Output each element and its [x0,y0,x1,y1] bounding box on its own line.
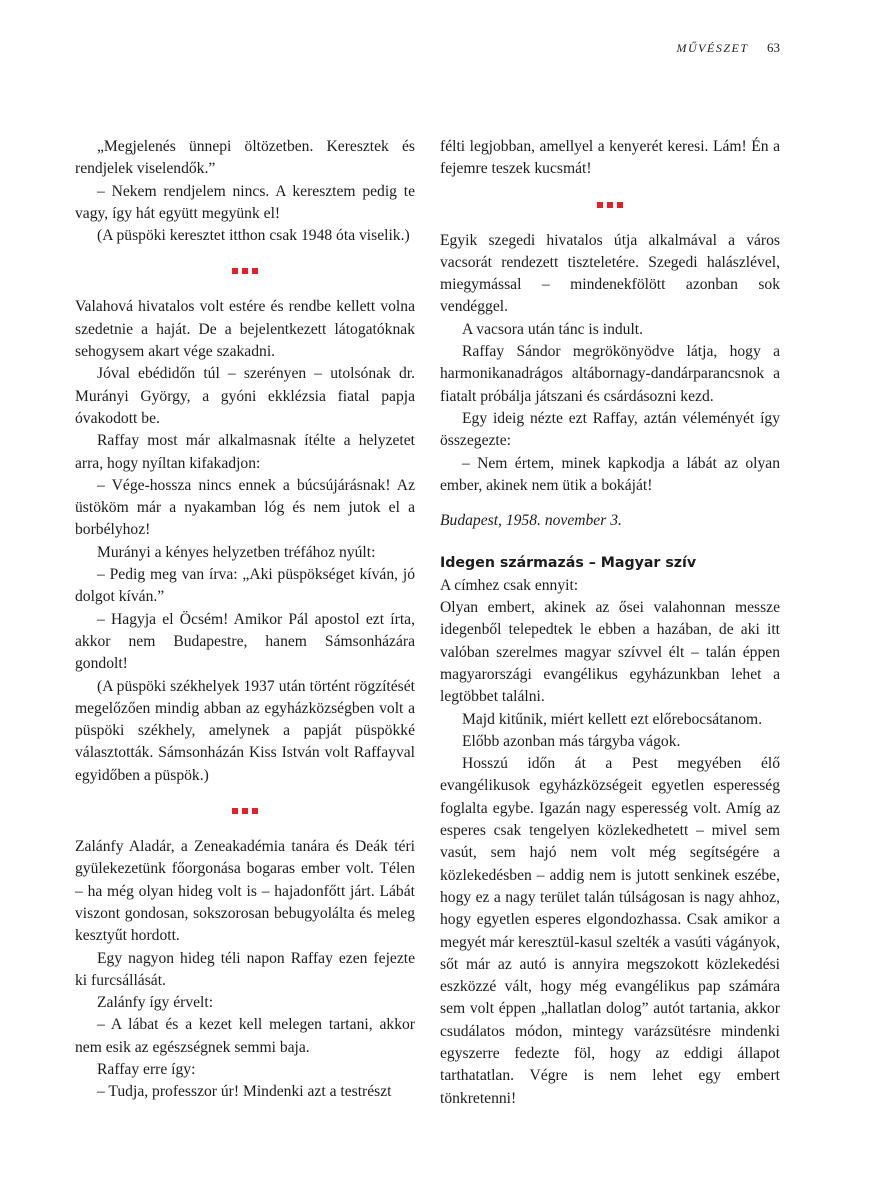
paragraph: Zalánfy így érvelt: [97,994,214,1012]
red-square-icon [607,202,613,208]
paragraph: – Hagyja el Öcsém! Amikor Pál apostol ezt írta, akkor nem Budapestre, hanem Sámsonházára gondolt! [75,610,415,673]
paragraph: – Tudja, professzor úr! Mindenki azt a testrészt [97,1083,392,1101]
page-number: 63 [767,40,780,55]
right-column [440,136,780,1110]
paragraph: Zalánfy Aladár, a Zeneakadémia tanára és Deák téri gyülekezetünk főorgonása bogaras ember volt. Télen – ha még olyan hideg volt is – hajadonfőtt járt. Lábát viszont gondosan, sokszorosan bebugyolálta és meleg kesztyűt hordott. [75,838,415,945]
paragraph: Előbb azonban más tárgyba vágok. [462,732,681,750]
red-square-icon [252,268,258,274]
red-square-icon [242,268,248,274]
paragraph: Murányi a kényes helyzetben tréfához nyúlt: [97,543,376,561]
paragraph: Raffay erre így: [97,1060,196,1078]
paragraph: „Megjelenés ünnepi öltözetben. Keresztek és rendjelek viselendők.” [75,138,415,178]
paragraph: Olyan embert, akinek az ősei valahonnan messze idegenből telepedtek le ebben a hazában, de aki itt valóban szerelmes magyar szívvel élt – talán éppen magyarországi evangélikus egyházunkban lehet a legtöbbet találni. [440,599,780,706]
paragraph: – Nem értem, minek kapkodja a lábát az olyan ember, akinek nem ütik a bokáját! [440,454,780,494]
paragraph: Raffay Sándor megrökönyödve látja, hogy a harmonikanadrágos altábornagy-dandárparancsnok a fiatalt próbálja játszani és csárdásozni kezd. [440,343,780,405]
paragraph: – A lábat és a kezet kell melegen tartani, akkor nem esik az egészségnek semmi baja. [75,1016,415,1056]
paragraph: Egyik szegedi hivatalos útja alkalmával a város vacsorát rendezett tiszteletére. Szegedi halászlével, miegymással – mindenekfölött azonban sok vendéggel. [440,231,780,316]
paragraph: Egy nagyon hideg téli napon Raffay ezen fejezte ki furcsállását. [75,949,415,989]
paragraph: – Vége-hossza nincs ennek a búcsújárásnak! Az üstököm már a nyakamban lóg és nem jutok el a borbélyhoz! [75,476,415,539]
red-square-icon [242,808,248,814]
section-title: MŰVÉSZET [676,41,749,55]
red-square-icon [617,202,623,208]
running-header [677,40,781,56]
left-column [75,136,415,1104]
red-square-icon [252,808,258,814]
dateline: Budapest, 1958. november 3. [440,512,622,530]
section-separator [75,808,415,814]
paragraph: Hosszú időn át a Pest megyében élő evangélikusok egyházközségeit egyetlen esperesség foglalta egybe. Igazán nagy esperesség volt. Amíg az esperes csak tengelyen közlekedhetett – mivel sem vasút, sem hajó nem volt még segítségére a közlekedésben – addig nem is jutott senkinek eszébe, hogy ez a nagy terület talán túlságosan is nagy ahhoz, hogy egyetlen esperes elgondozhassa. Csak amikor a megyét már keresztül-kasul szelték a vasúti vágányok, sőt már az autó is annyira megszokott közlekedési eszközzé vált, hogy még evangélikus pap számára sem volt éppen „hallatlan dolog” autót tartania, akkor csudálatos módon, mintegy varázsütésre mindenki egyszerre fedezte föl, hogy az eddigi állapot tarthatatlan. Végre is nem lehet egy embert tönkretenni! [440,755,780,1107]
section-separator [75,268,415,274]
section-separator [440,202,780,208]
paragraph: (A püspöki keresztet itthon csak 1948 óta viselik.) [97,227,410,245]
paragraph: félti legjobban, amellyel a kenyerét keresi. Lám! Én a fejemre teszek kucsmát! [440,138,780,178]
paragraph: – Nekem rendjelem nincs. A keresztem pedig te vagy, így hát együtt megyünk el! [75,182,415,222]
paragraph: Raffay most már alkalmasnak ítélte a helyzetet arra, hogy nyíltan kifakadjon: [75,432,415,472]
red-square-icon [232,808,238,814]
paragraph: Jóval ebédidőn túl – szerényen – utolsónak dr. Murányi György, a gyóni ekklézsia fiatal papja óvakodott be. [75,365,415,427]
paragraph: – Pedig meg van írva: „Aki püspökséget kíván, jó dolgot kíván.” [75,566,415,606]
paragraph: Egy ideig nézte ezt Raffay, aztán véleményét így összegezte: [440,409,780,450]
paragraph: Majd kitűnik, miért kellett ezt előrebocsátanom. [462,710,763,728]
red-square-icon [597,202,603,208]
paragraph: Valahová hivatalos volt estére és rendbe kellett volna szedetnie a haját. De a bejelentkezett látogatóknak sehogysem akart vége szakadni. [75,298,415,361]
paragraph: A vacsora után tánc is indult. [462,320,644,338]
red-square-icon [232,268,238,274]
section-heading: Idegen származás – Magyar szív [440,555,697,572]
paragraph: (A püspöki székhelyek 1937 után történt rögzítését megelőzően mindig abban az egyházközségben volt a püspöki székhely, amelynek a papját püspökké választották. Sámsonházán Kiss István volt Raffayval egyidőben a püspök.) [75,677,415,784]
paragraph: A címhez csak ennyit: [440,576,579,594]
